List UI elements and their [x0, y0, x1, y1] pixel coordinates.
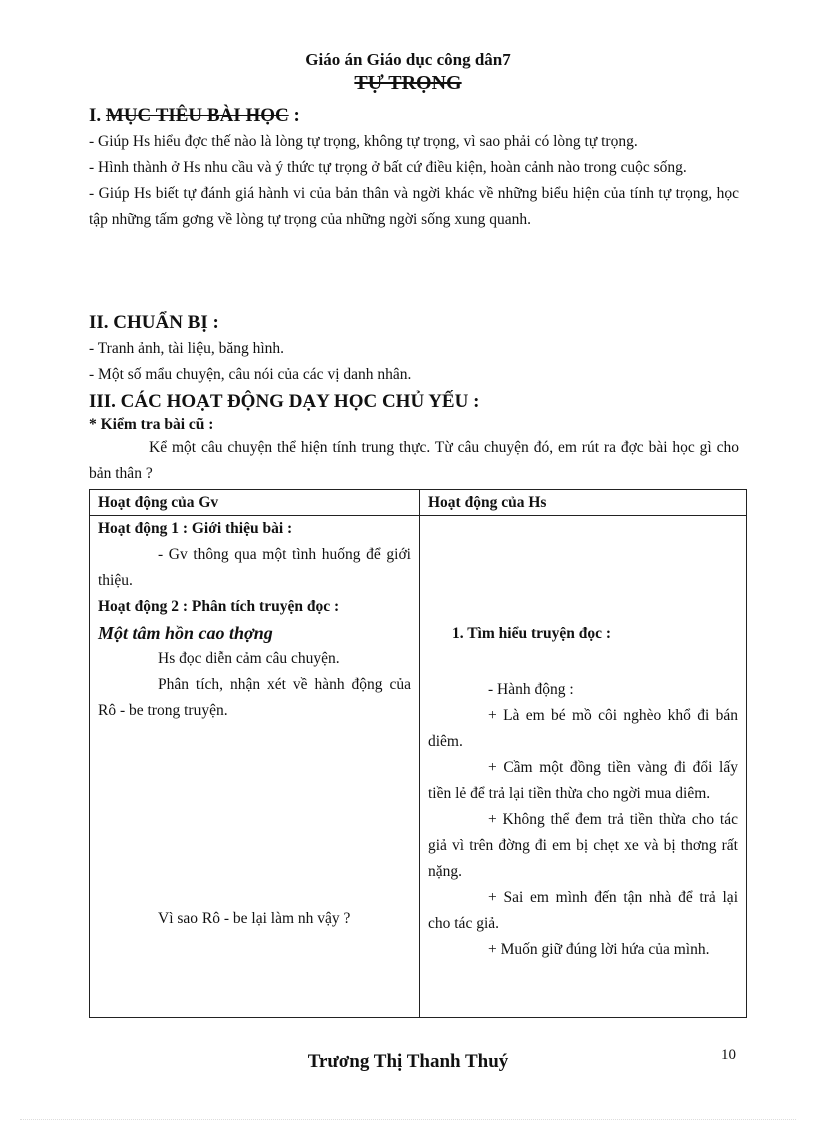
section2-heading: II. CHUẨN BỊ : — [89, 312, 219, 333]
gv-activities-cell — [90, 516, 420, 1018]
hs-activities-cell — [420, 516, 747, 1018]
section-activities — [89, 389, 739, 487]
question-text: Vì sao Rô - be lại làm nh vậy ? — [158, 910, 351, 927]
read-instruction: Hs đọc diễn cảm câu chuyện. — [158, 650, 340, 667]
document-title: Giáo án Giáo dục công dân7 — [305, 50, 511, 69]
hs-column-header: Hoạt động của Hs — [420, 490, 747, 516]
section3-heading: III. CÁC HOẠT ĐỘNG DẠY HỌC CHỦ YẾU : — [89, 391, 480, 412]
action-item: + Muốn giữ đúng lời hứa của mình. — [488, 941, 710, 958]
section-objectives — [89, 103, 739, 233]
activity2-title: Hoạt động 2 : Phân tích truyện đọc : — [98, 598, 340, 615]
page-divider — [20, 1119, 796, 1120]
objective-item: - Hình thành ở Hs nhu cầu và ý thức tự trọng ở bất cứ điều kiện, hoàn cảnh nào trong cuộc sống. — [89, 159, 687, 176]
activity1-title: Hoạt động 1 : Giới thiệu bài : — [98, 520, 293, 537]
objective-item: - Giúp Hs biết tự đánh giá hành vi của bản thân và ngời khác về những biểu hiện của tính tự trọng, học tập những tấm gơng về lòng tự trọng của những ngời sống xung quanh. — [89, 185, 739, 228]
action-item: + Cầm một đồng tiền vàng đi đổi lấy tiền lẻ để trả lại tiền thừa cho ngời mua diêm. — [428, 759, 738, 802]
check-text: Kể một câu chuyện thể hiện tính trung thực. Từ câu chuyện đó, em rút ra đợc bài học gì cho bản thân ? — [89, 439, 739, 482]
story-title: Một tâm hồn cao thợng — [98, 623, 273, 643]
read-section-title: 1. Tìm hiểu truyện đọc : — [452, 625, 612, 642]
action-item: + Là em bé mồ côi nghèo khổ đi bán diêm. — [428, 707, 738, 750]
section-preparation — [89, 310, 739, 388]
table-row — [90, 516, 747, 1018]
action-item: + Sai em mình đến tận nhà để trả lại cho tác giả. — [428, 889, 738, 932]
table-header-row — [90, 490, 747, 516]
objective-item: - Giúp Hs hiểu đợc thế nào là lòng tự trọng, không tự trọng, vì sao phải có lòng tự trọng. — [89, 133, 638, 150]
section1-heading: I. MỤC TIÊU BÀI HỌC : — [89, 105, 300, 126]
activity1-text: - Gv thông qua một tình huống để giới thiệu. — [98, 546, 411, 589]
page-number: 10 — [721, 1047, 736, 1063]
lesson-plan-table — [89, 489, 747, 1018]
gv-column-header: Hoạt động của Gv — [90, 490, 420, 516]
preparation-item: - Tranh ảnh, tài liệu, băng hình. — [89, 340, 285, 357]
analyze-instruction: Phân tích, nhận xét về hành động của Rô - be trong truyện. — [98, 676, 411, 719]
action-item: + Không thể đem trả tiền thừa cho tác giả vì trên đờng đi em bị chẹt xe và bị thơng rất nặng. — [428, 811, 738, 880]
action-label: - Hành động : — [488, 681, 574, 698]
check-heading: * Kiểm tra bài cũ : — [89, 416, 214, 433]
preparation-item: - Một số mẩu chuyện, câu nói của các vị danh nhân. — [89, 366, 412, 383]
lesson-title: TỰ TRỌNG — [354, 72, 462, 94]
author-name: Trương Thị Thanh Thuý — [307, 1051, 509, 1072]
